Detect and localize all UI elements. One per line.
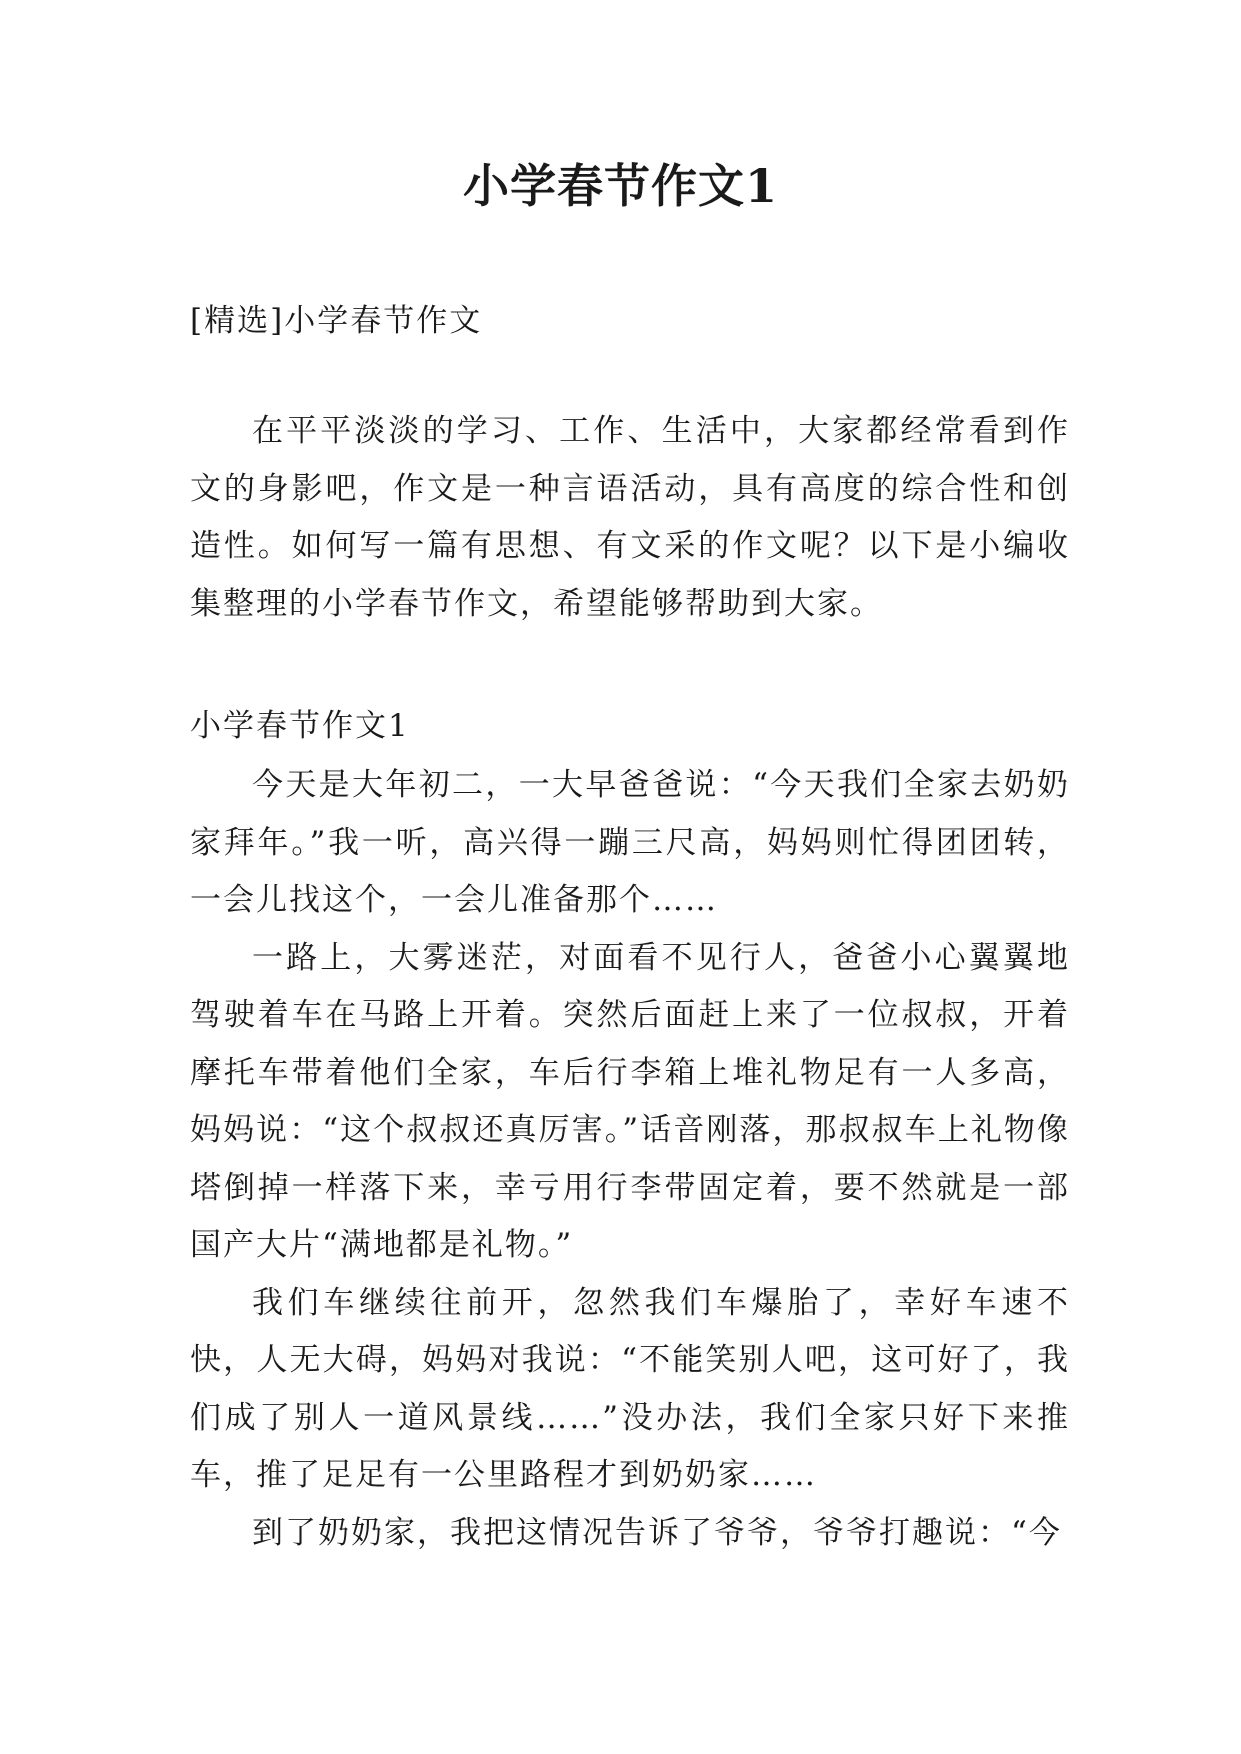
essay-paragraph: 到了奶奶家，我把这情况告诉了爷爷，爷爷打趣说：“今 <box>252 1514 1062 1551</box>
essay-paragraph: 今天是大年初二，一大早爸爸说：“今天我们全家去奶奶家拜年。”我一听，高兴得一蹦三尺高，妈妈则忙得团团转，一会儿找这个，一会儿准备那个…… <box>190 767 1070 918</box>
essay-paragraph: 我们车继续往前开，忽然我们车爆胎了，幸好车速不快，人无大碍，妈妈对我说：“不能笑别人吧，这可好了，我们成了别人一道风景线……”没办法，我们全家只好下来推车，推了足足有一公里路程才到奶奶家…… <box>190 1284 1070 1493</box>
essay-body <box>190 757 1070 1562</box>
section-title: 小学春节作文1 <box>190 708 410 744</box>
intro-paragraph: 在平平淡淡的学习、工作、生活中，大家都经常看到作文的身影吧，作文是一种言语活动，具有高度的综合性和创造性。如何写一篇有思想、有文采的作文呢？以下是小编收集整理的小学春节作文，希望能够帮助到大家。 <box>190 413 1070 622</box>
essay-paragraph: 一路上，大雾迷茫，对面看不见行人，爸爸小心翼翼地驾驶着车在马路上开着。突然后面赶上来了一位叔叔，开着摩托车带着他们全家，车后行李箱上堆礼物足有一人多高，妈妈说：“这个叔叔还真厉害。”话音刚落，那叔叔车上礼物像塔倒掉一样落下来，幸亏用行李带固定着，要不然就是一部国产大片“满地都是礼物。” <box>190 939 1070 1263</box>
document-subtitle: [精选]小学春节作文 <box>190 303 483 339</box>
document-title: 小学春节作文1 <box>462 159 778 213</box>
